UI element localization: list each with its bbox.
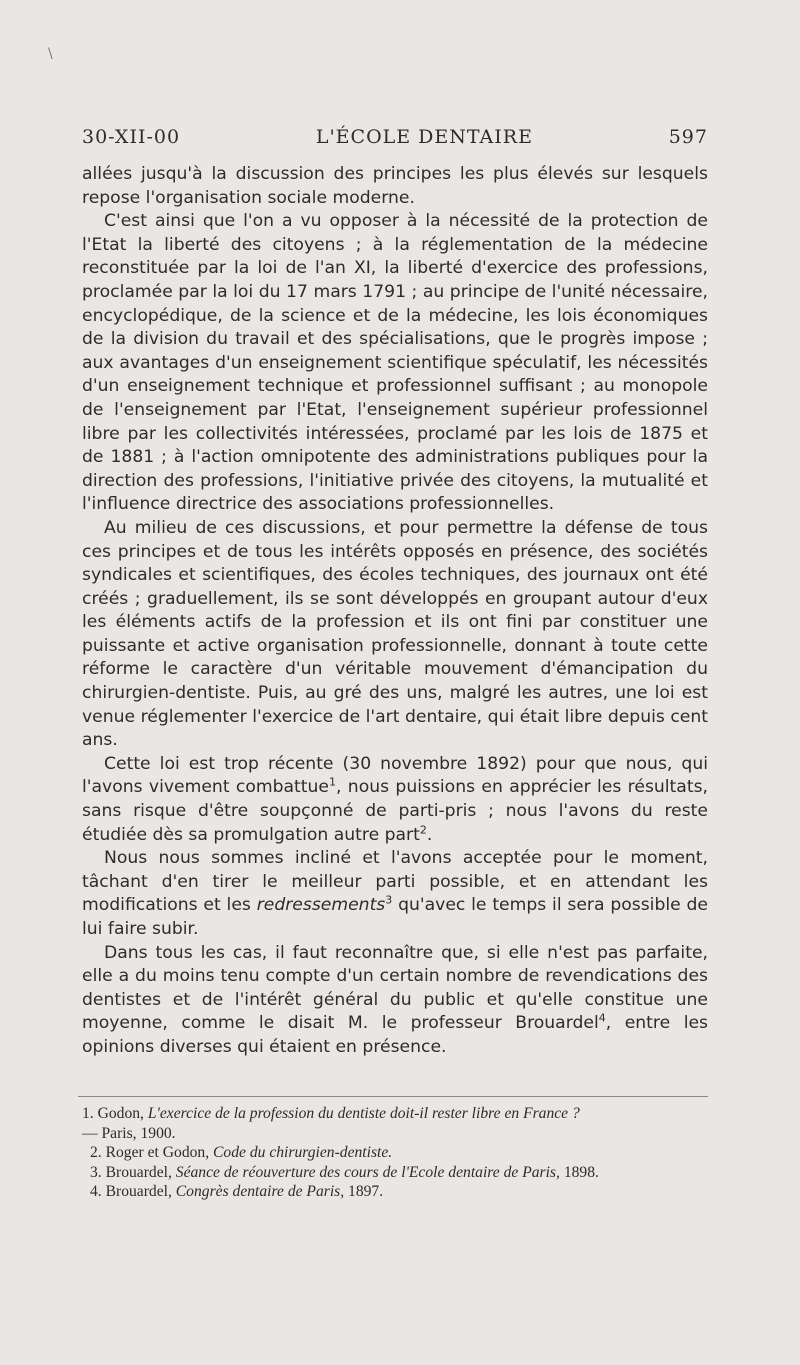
italic-term: redressements [256,895,386,916]
footnote-title: L'exercice de la profession du dentiste doit-il rester libre en France ? [147,1105,580,1122]
footnote [82,1182,708,1202]
page-number: 597 [668,126,708,148]
paragraph: allées jusqu'à la discussion des principes les plus élevés sur lesquels repose l'organisation sociale moderne. [82,164,708,208]
footnote-divider [78,1096,708,1097]
footnote-number: 3. [90,1163,102,1181]
header-date: 30-XII-00 [82,126,181,148]
paragraph [82,942,708,1060]
text-run: qu'avec le temps il sera possible de lui faire subir. [82,895,708,939]
footnote-ref: 1 [329,775,336,789]
footnote-ref: 2 [419,822,427,836]
text-run: Cette loi est trop récente (30 novembre 1892) pour que nous, qui l'avons vivement combattue [82,753,708,798]
footnote-title: Séance de réouverture des cours de l'Ecole dentaire de Paris, [175,1163,560,1181]
footnotes [82,1104,708,1202]
paragraph [82,847,708,941]
footnote-number: 2. [90,1144,102,1162]
text-run: , nous puissions en apprécier les résultats, sans risque d'être soupçonné de parti-pris ; nous l'avons du reste étudiée dès sa promulgation autre part [82,777,708,845]
running-header [82,126,708,156]
footnote-title: Code du chirurgien-dentiste. [213,1144,393,1162]
header-title: L'ÉCOLE DENTAIRE [315,126,533,148]
paragraph: Au milieu de ces discussions, et pour permettre la défense de tous ces principes et de tous les intérêts opposés en présence, des sociétés syndicales et scientifiques, des écoles techniques, des journaux ont été créés ; graduellement, ils se sont développés en groupant autour d'eux les éléments actifs de la profession et ils ont fini par constituer une puissante et active organisation professionnelle, donnant à toute cette réforme le caractère d'un véritable mouvement d'émancipation du chirurgien-dentiste. Puis, au gré des uns, malgré les autres, une loi est venue réglementer l'exercice de l'art dentaire, qui était libre depuis cent ans. [82,517,708,751]
footnote [82,1163,708,1183]
footnote-number: 1. [82,1105,94,1122]
footnote-ref: 3 [385,893,393,907]
footnote-author: Godon, [97,1105,144,1122]
paragraph: C'est ainsi que l'on a vu opposer à la nécessité de la protection de l'Etat la liberté des citoyens ; à la réglementation de la médecine reconstituée par la loi de l'an XI, la liberté d'exercice des professions, proclamée par la loi du 17 mars 1791 ; au principe de l'unité nécessaire, encyclopédique, de la science et de la médecine, les lois économiques de la division du travail et des spécialisations, que le progrès impose ; aux avantages d'un enseignement scientifique spéculatif, les nécessités d'un enseignement technique et professionnel suffisant ; au monopole de l'enseignement par l'Etat, l'enseignement supérieur professionnel libre par les collectivités intéressées, proclamé par les lois de 1875 et de 1881 ; à l'action omnipotente des administrations publiques pour la direction des professions, l'initiative privée des citoyens, la mutualité et l'influence directrice des associations professionnelles. [82,211,708,515]
scan-mark: \ [48,46,53,62]
paragraph: Cette loi est trop récente (30 novembre 1892) pour que nous, qui l'avons vivement combattue$^1$, nous puissions en apprécier les résultats, sans risque d'être soupçonné de parti-pris ; nous l'avons du reste étudiée dès sa promulgation autre part$^2$. [82,753,708,845]
footnote [82,1104,708,1143]
footnote-ref: 4 [598,1011,606,1025]
footnote-rest: — Paris, 1900. [82,1124,176,1142]
text-run: Dans tous les cas, il faut reconnaître que, si elle n'est pas parfaite, elle a du moins tenu compte d'un certain nombre de revendications des dentistes et de l'intérêt général du public et qu'elle constitue une moyenne, comme le disait M. le professeur Brouardel [82,942,708,1034]
text-run: , entre les opinions diverses qui étaient en présence. [82,1013,708,1057]
footnote-rest: 1897. [348,1183,384,1201]
footnote-author: Roger et Godon, [105,1144,210,1162]
text-run: Nous nous sommes incliné et l'avons acceptée pour le moment, tâchant d'en tirer le meilleur parti possible, et en attendant les modifications et les [82,848,708,916]
footnote-number: 4. [90,1183,102,1201]
footnote [82,1143,708,1163]
footnote-title: Congrès dentaire de Paris, [175,1183,345,1201]
footnote-author: Brouardel, [105,1183,172,1201]
main-text [82,163,708,1060]
footnote-rest: 1898. [563,1163,599,1181]
footnote-author: Brouardel, [105,1163,172,1181]
